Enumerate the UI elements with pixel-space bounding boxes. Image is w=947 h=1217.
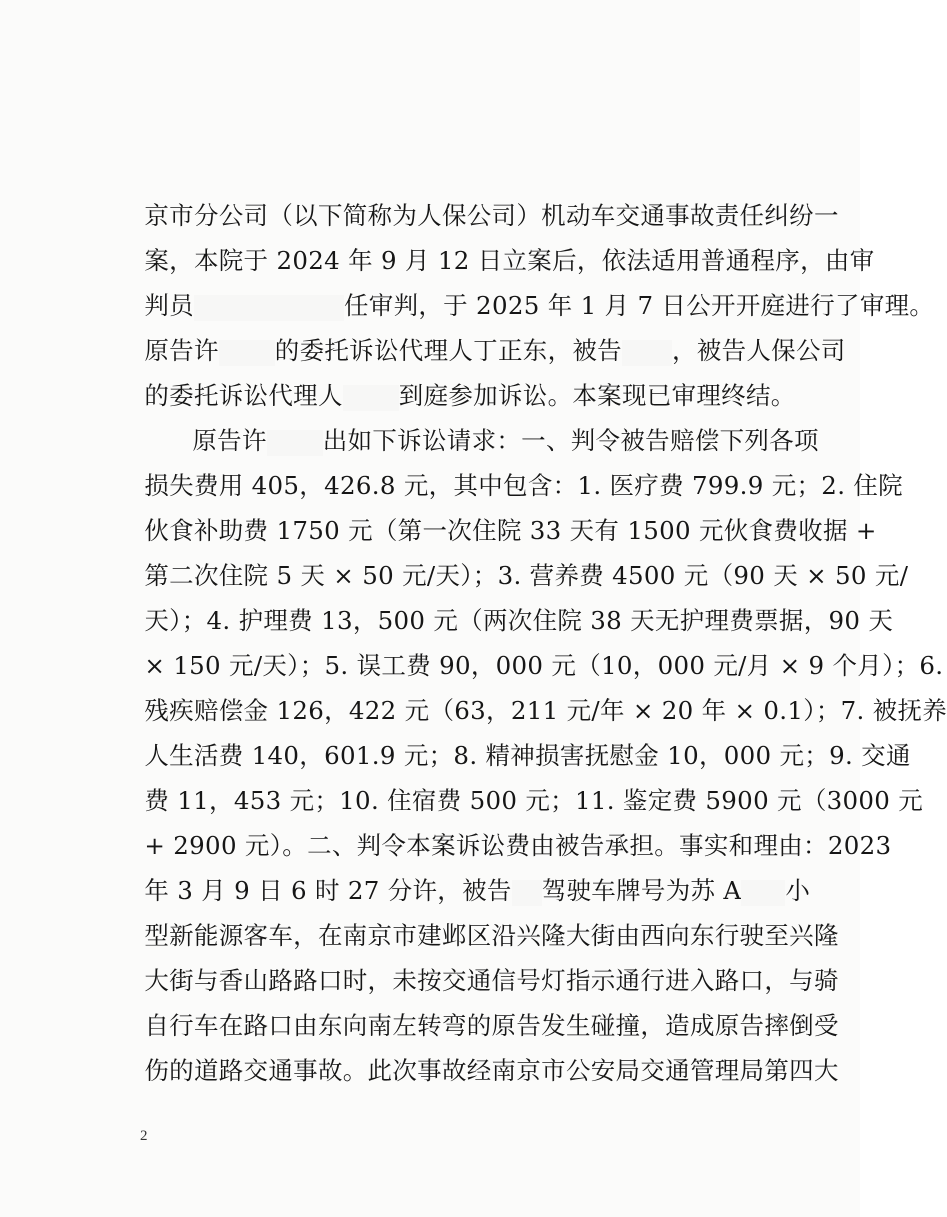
text-line-17 [112, 870, 839, 950]
line-text: 损失费用 405，426.8 元，其中包含：1. 医疗费 799.9 元；2. 住院 [144, 471, 903, 500]
text-line-9 [112, 510, 909, 590]
line-text: 到庭参加诉讼。本案现已审理终结。 [398, 381, 796, 410]
line-text: 大街与香山路路口时，未按交通信号灯指示通行进入路口，与骑 [144, 966, 839, 995]
text-line-7 [112, 420, 903, 500]
line-text: 年 3 月 9 日 6 时 27 分许，被告 [144, 876, 512, 905]
text-line-15 [112, 780, 892, 860]
line-text: 的委托诉讼代理人 [144, 381, 343, 410]
text-line-1 [112, 150, 839, 230]
text-line-18 [112, 915, 839, 995]
text-line-3 [112, 240, 935, 320]
text-line-10 [112, 555, 894, 635]
line-text: 任审判，于 2025 年 1 月 7 日公开开庭进行了审理。 [343, 291, 935, 320]
line-text: 案，本院于 2024 年 9 月 12 日立案后，依法适用普通程序，由审 [144, 246, 875, 275]
text-line-6 [160, 375, 819, 455]
line-text: 自行车在路口由东向南左转弯的原告发生碰撞，造成原告摔倒受 [144, 1011, 839, 1040]
text-line-5 [112, 330, 796, 410]
text-line-13 [112, 690, 911, 770]
line-text: 出如下诉讼请求：一、判令被告赔偿下列各项 [322, 426, 819, 455]
line-text: 判员 [144, 291, 194, 320]
line-text: 驾驶车牌号为苏 A [541, 876, 742, 905]
text-line-4 [112, 285, 846, 365]
line-text: 第二次住院 5 天 × 50 元/天）；3. 营养费 4500 元（90 天 × 50 元/ [144, 561, 909, 590]
text-line-12 [112, 645, 947, 725]
line-text: ，被告人保公司 [671, 336, 846, 365]
line-text: 型新能源客车，在南京市建邺区沿兴隆大街由西向东行驶至兴隆 [144, 921, 839, 950]
line-text: 京市分公司（以下简称为人保公司）机动车交通事故责任纠纷一 [144, 201, 839, 230]
line-text: 人生活费 140，601.9 元；8. 精神损害抚慰金 10，000 元；9. 交通 [144, 741, 911, 770]
page-number: 2 [140, 1128, 148, 1144]
text-line-11 [112, 600, 944, 680]
line-text: 天）；4. 护理费 13，500 元（两次住院 38 天无护理费票据，90 天 [144, 606, 894, 635]
line-text: × 150 元/天）；5. 误工费 90，000 元（10，000 元/月 × 9 个月）；6. [144, 651, 944, 680]
line-text: + 2900 元）。二、判令本案诉讼费由被告承担。事实和理由：2023 [144, 831, 892, 860]
text-line-2 [112, 195, 875, 275]
text-line-16 [112, 825, 811, 905]
line-text: 残疾赔偿金 126，422 元（63，211 元/年 × 20 年 × 0.1）；7. 被抚养 [144, 696, 947, 725]
line-text: 费 11，453 元；10. 住宿费 500 元；11. 鉴定费 5900 元（3000 元 [144, 786, 924, 815]
line-text: 原告许 [144, 336, 219, 365]
line-text: 伤的道路交通事故。此次事故经南京市公安局交通管理局第四大 [144, 1056, 839, 1085]
line-text: 的委托诉讼代理人丁正东，被告 [274, 336, 622, 365]
line-text: 小 [785, 876, 811, 905]
text-line-14 [112, 735, 924, 815]
text-line-8 [112, 465, 877, 545]
text-line-19 [112, 960, 839, 1040]
text-line-20 [112, 1005, 839, 1085]
line-text: 伙食补助费 1750 元（第一次住院 33 天有 1500 元伙食费收据 + [144, 516, 877, 545]
line-text: 原告许 [192, 426, 267, 455]
